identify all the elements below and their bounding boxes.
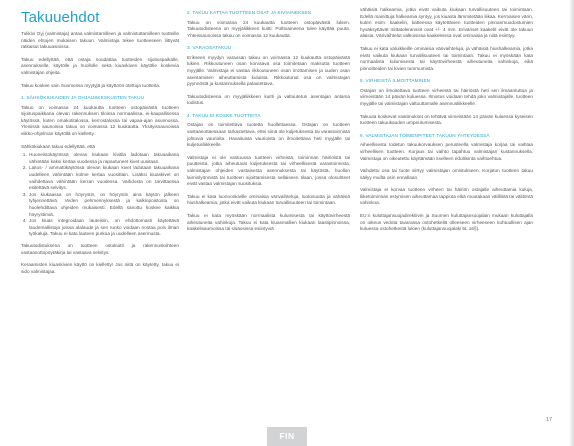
coverage-paragraph: Takuu on voimassa 24 kuukautta tuotteen ostopäivästä lukien. Takuutodisteena on myyjäliikkeen kuitti. Polttoaineena tulee käyttää puuta. Yhteissaunoissa takuu on voimassa 12 kuukautta. (187, 19, 350, 38)
condition-item-2: 2. Laitos- / ammattikäytössä olevan kiukaan kivet ladotaan takuuaikana uudelleen vähintään kolme kertaa vuosittain. Lisäksi kiuaskivet on vaihdettava vähintään kerran vuodessa. Vaihdosta on tarvittaessa esitettävä selvitys. (28, 165, 179, 191)
condition-item-4: 4. Jos kiuas integroidaan lauteisiin, on ehdottomasti käytettävä laudemallistoja joissa alalaude ja sen runko voidaan nostaa pois ilman työkaluja. Takuu ei kata lauteen purkua ja uudelleen asennusta. (28, 218, 179, 238)
validity-paragraph: Takuu on voimassa 24 kuukautta tuotteen ostopäivästä tuotteen sijoituspaikkana olevan rakennuksen tiloissa normaalissa, ei-kaupallisessa käytössä, kuten omakotitalossa, kerrostalossa tai vapaa-ajan asunnossa. Yleisissä saunoissa takuu on voimassa 12 kuukautta. Yksityissaunoissa viikko-ohjelman käytöllä on kielletty. (21, 104, 179, 137)
stones-note: Keraamisten kiuaskivien käyttö on kielletty! Jos niitä on käytetty, takuu ei sido valmistajaa. (21, 262, 179, 274)
column-right (360, 7, 533, 239)
section-heading-parts: 3. VARAOSATAKUU (187, 45, 232, 51)
right-paragraph-1: vähäisiä halkeamia, jotka eivät vaikuta kiukaan turvallisuuteen tai toimintaan. Edellä mainittuja halkeamia syntyy, jos kiuasta lämmitetään liikaa. Kermaisen värin, kuten esim. kaakelin, katteessa käytettävien tuotteiden pinnanmuodostumien hyväksyttävät mittatoleranssit ovat +/- 4 mm. Eriväriset kaakelit eivät ole takuun alaisia. Värivaihtelut valkoisissa kaakeleissa ovat ominaisia ja niitä esiintyy. (360, 7, 533, 39)
exclusions-paragraph-4: Takuu ei kata myöskään normaalista kulumisesta tai käyttövirheestä aiheutuneita vahinkoja. Takuu ei kata kiuasmallien kiukaan laastipinnoissa, kaakelisaumoissa tai sisäosissa esiintyviä (187, 212, 350, 232)
intro-paragraph-1: Tulikivi Oyj (valmistaja) antaa valmistamilleen ja valmistuttamilleen tuotteille näiden ehtojen mukaisen takuun. Valmistaja tekee tuotteeseen liittyvät ratkaisut takuuasioissa. (21, 31, 179, 50)
language-tab: FIN (267, 427, 307, 446)
section-heading-remedies: 6. VALMISTAJAN TOIMENPITEET TAKUUN YHTEYDESSÄ (360, 132, 490, 138)
parts-paragraph-2: Takuutodisteena on myyjäliikkeen kuitti ja valtuutetun asentajan antama todistus. (187, 93, 350, 106)
exclusions-paragraph-3: Takuu ei kata luonnonkiville ominaisia värivaihteluja, luotosuutta ja vähäisiä hiushalkeamia, jotka eivät vaikuta kiukaan turvallisuuteen tai toimintaan. (187, 193, 350, 206)
exclusions-paragraph-1: Ostajan on toimitettava tuotetta huollettaessa. Ostajan on tuotteen vastaanottaessaan tarkastettava, ettei siinä ole kuljetuksesta tai varastoinnista johtuvia vaurioita. Havaituista vaurioista on ilmoitettava heti myyjälle tai kuljetusliikkeelle. (187, 122, 350, 148)
condition-item-3: 3. Jos kiukaassa on höyrystin, on höyrystin aina käytön jälkeen tyhjennettävä. Veden pehmennyksestä ja kalkinpoistosta on huolehdittava ohjeiden mukaisesti. Edellä sanottu koskee kaikkia höyrystimiä. (28, 192, 179, 218)
page-edge-shadow (570, 0, 574, 446)
page-number: 17 (546, 417, 553, 423)
remedies-paragraph-1: Aiheellisesta todetun takuukorvauksen perusteella valmistaja korjaa tai vaihtaa virheellisen tuotteen. Korjaus tai vaihto tapahtuu valmistajan kustannuksella. Valmistaja on oikeutettu käyttämään itselleen edullisinta vaihtoehtoa. (360, 142, 533, 161)
conditions-intro: Sähkökiukaan takuu edellyttää, että (21, 143, 96, 149)
reporting-paragraph-1: Ostajan on ilmoitettava tuotteen virheestä tai häiriöstä heti sen ilmaantuttua ja viimeistään 14 päivän kuluessa. Ilmoitus voidaan tehdä joko valmistajalle, tuotteen myyjälle tai valmistajan valtuuttamalle asennusliikkeelle. (360, 87, 533, 107)
column-middle (187, 10, 350, 239)
intro-paragraph-2: Takuu edellyttää, että ostaja noudattaa tuotteiden sijoituspaikalle, asennukselle, käytölle ja huollolle sekä kiuaskiven käytölle koskevia valmistajan ohjeita. (21, 56, 179, 75)
receipt-paragraph: Takuutodistuksena on tuotteen ostokuitti ja rakennuskohteen vastaanottopöytäkirja tai vastaava selvitys. (21, 242, 179, 255)
conditions-list (21, 152, 179, 238)
remedies-paragraph-4: EU:n kuluttajansuojadirektiivin ja Suomen kuluttajansuojalain mukaan kuluttajalla on oikeus vedota tavarassa ostohetkellä olleeseen virheeseen kohtuullisen ajan kuluessa ostohetkestä lukien (kuluttajansuojalaki 5L 16§). (360, 213, 533, 232)
page-title: Takuuehdot (21, 9, 100, 26)
condition-item-1: 1. Huoneistokäytössä olevan kiukaan kivitila ladotaan takuuaikana vähintään kaksi kertaa vuodessa ja rapautuneet kivet uusitaan. (28, 152, 179, 165)
section-heading-validity: 1. SÄHKÖKIUKAIDEN JA OHJAUSKESKUSTEN TAKUU (21, 95, 145, 101)
parts-paragraph-1: Erikseen myydyn varaosan takuu on voimassa 12 kuukautta ostopäivästä lukien. Rikkoutuneen osan korvaava osa toimitetaan maksutta tuotteen myyjälle. Valmistaja ei vastaa rikkoutuneen osan irrottamisen ja uuden osan asentamisen aiheuttamista kuluista. Rikkoutunut osa on valmistajan pyynnöstä ja kustannuksella palautettava. (187, 54, 350, 87)
section-heading-reporting: 5. VIRHEISTÄ ILMOITTAMINEN (360, 78, 431, 84)
right-paragraph-2: Takuu ei kata valuikkeille ominaisia värivaihteluja, ja vähäisiä hiushalkeamia, jotka eivät vaikuta kiukaan turvallisuuteen tai toimintaan. Takuu ei myöskään kata normaalista kulumisesta tai käyttövirheestä aiheutuneita vahinkoja, eikä pinnoitteiden tai kivien tummumista. (360, 45, 533, 71)
section-heading-coverage: 2. TAKUU KATTAA TUOTTEEN OSAT JA KIVIAINEKSEN (187, 10, 312, 15)
section-heading-exclusions: 4. TAKUU EI KOSKE TUOTTEITA (187, 112, 261, 118)
remedies-paragraph-2: Vaihdettu osa tai tuote siirtyy valmistajan omistukseen. Korjatun tuotteen takuu säilyy muilta osin ennallaan. (360, 168, 533, 180)
reporting-paragraph-2: Takuuta koskevat vaatimukset on tehtävä viimeistään 14 päivän kuluessa kyseisen tuotteen takuukauden umpeutumisesta. (360, 113, 533, 126)
intro-paragraph-3: Takuu koskee vain Suomessa myytyjä ja käyttöön otettuja tuotteita. (21, 82, 161, 88)
column-left (21, 10, 179, 281)
exclusions-paragraph-2: Valmistaja ei ole vastuussa tuotteen virheistä, toiminnan häiriöistä tai puutteista, jotka aiheutuvat kuljetuksesta tai virheellisestä varastoinnista, valmistajan ohjeiden vastaisesta asennuksesta tai käytöstä, huollon laiminlyönnistä tai tuotteen sijoittamisesta sellaiseen tilaan, jossa olosuhteet eivät vastaa valmistajan suosituksia. (187, 154, 350, 187)
remedies-paragraph-3: Valmistaja ei korvaa tuotteen virheen tai häiriön ostajalle aiheuttamia kuluja, liiketoiminnan estymisen aiheuttamaa tappiota eikä muutakaan välillistä tai välitöntä vahinkoa. (360, 187, 534, 206)
